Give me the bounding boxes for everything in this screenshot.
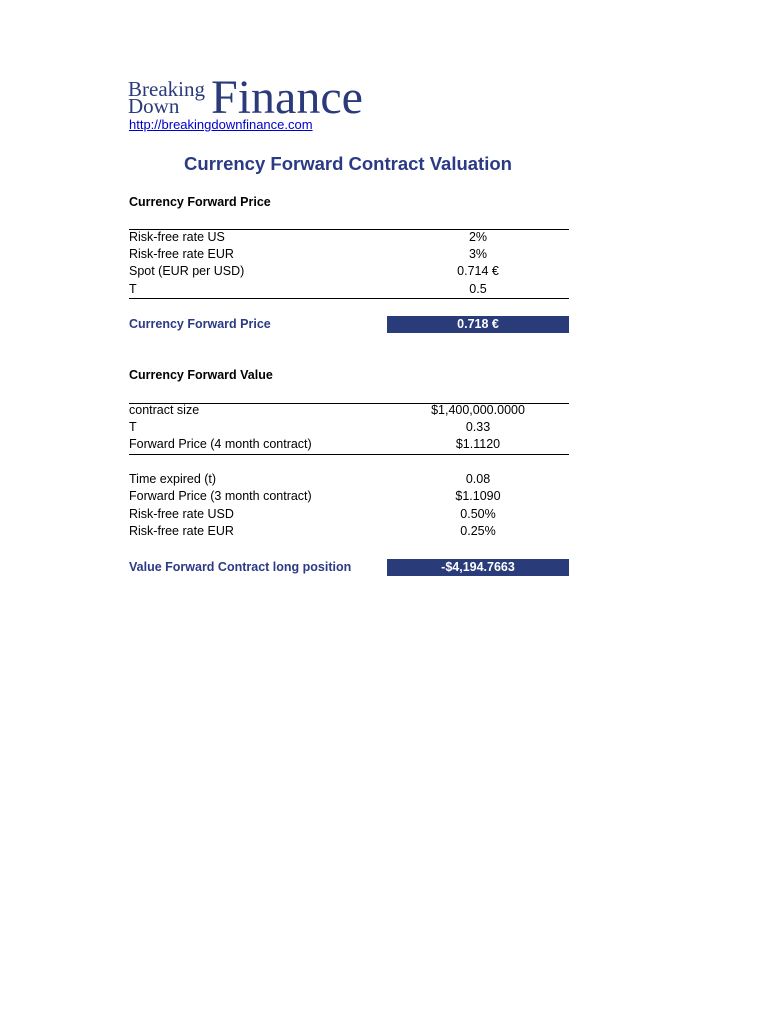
row-value: 0.50% (460, 507, 496, 521)
result-row-forward-price (129, 316, 569, 333)
row-value: 0.33 (465, 420, 491, 434)
table-row (129, 488, 569, 505)
row-value: 0.714 € (457, 264, 499, 278)
table-row (129, 263, 569, 280)
row-value: 0.5 (469, 282, 487, 296)
row-label: Risk-free rate USD (129, 507, 234, 521)
divider (129, 298, 569, 299)
row-label: Risk-free rate EUR (129, 524, 234, 538)
row-label: Risk-free rate EUR (129, 247, 234, 261)
section-title-forward-price: Currency Forward Price (129, 195, 271, 209)
result-value: -$4,194.7663 (387, 559, 569, 576)
result-row-forward-value (129, 559, 569, 576)
page-title: Currency Forward Contract Valuation (184, 153, 512, 174)
result-value: 0.718 € (387, 316, 569, 333)
row-value: 2% (468, 230, 488, 244)
table-row (129, 436, 569, 453)
result-label: Value Forward Contract long position (129, 560, 352, 574)
logo-word-breaking: Breaking (128, 77, 205, 101)
table-row (129, 506, 569, 523)
table-row (129, 402, 569, 419)
table-row (129, 523, 569, 540)
divider (129, 454, 569, 455)
logo-word-down: Down (128, 94, 180, 118)
result-label: Currency Forward Price (129, 317, 271, 331)
row-value: $1.1120 (455, 437, 501, 451)
logo-word-finance: Finance (211, 71, 363, 124)
row-label: T (129, 420, 137, 434)
row-value: 0.08 (465, 472, 491, 486)
breakingdownfinance-logo (128, 71, 398, 124)
row-value: $1.1090 (455, 489, 501, 503)
website-link[interactable]: http://breakingdownfinance.com (129, 117, 313, 132)
table-row (129, 281, 569, 298)
table-row (129, 471, 569, 488)
row-label: contract size (129, 403, 200, 417)
row-label: T (129, 282, 137, 296)
table-row (129, 229, 569, 246)
table-row (129, 419, 569, 436)
row-value: 3% (468, 247, 488, 261)
row-label: Risk-free rate US (129, 230, 225, 244)
row-label: Time expired (t) (129, 472, 217, 486)
row-value: $1,400,000.0000 (431, 403, 525, 417)
row-label: Spot (EUR per USD) (129, 264, 245, 278)
table-row (129, 246, 569, 263)
section-title-forward-value: Currency Forward Value (129, 368, 273, 382)
row-label: Forward Price (3 month contract) (129, 489, 312, 503)
row-label: Forward Price (4 month contract) (129, 437, 312, 451)
row-value: 0.25% (460, 524, 496, 538)
